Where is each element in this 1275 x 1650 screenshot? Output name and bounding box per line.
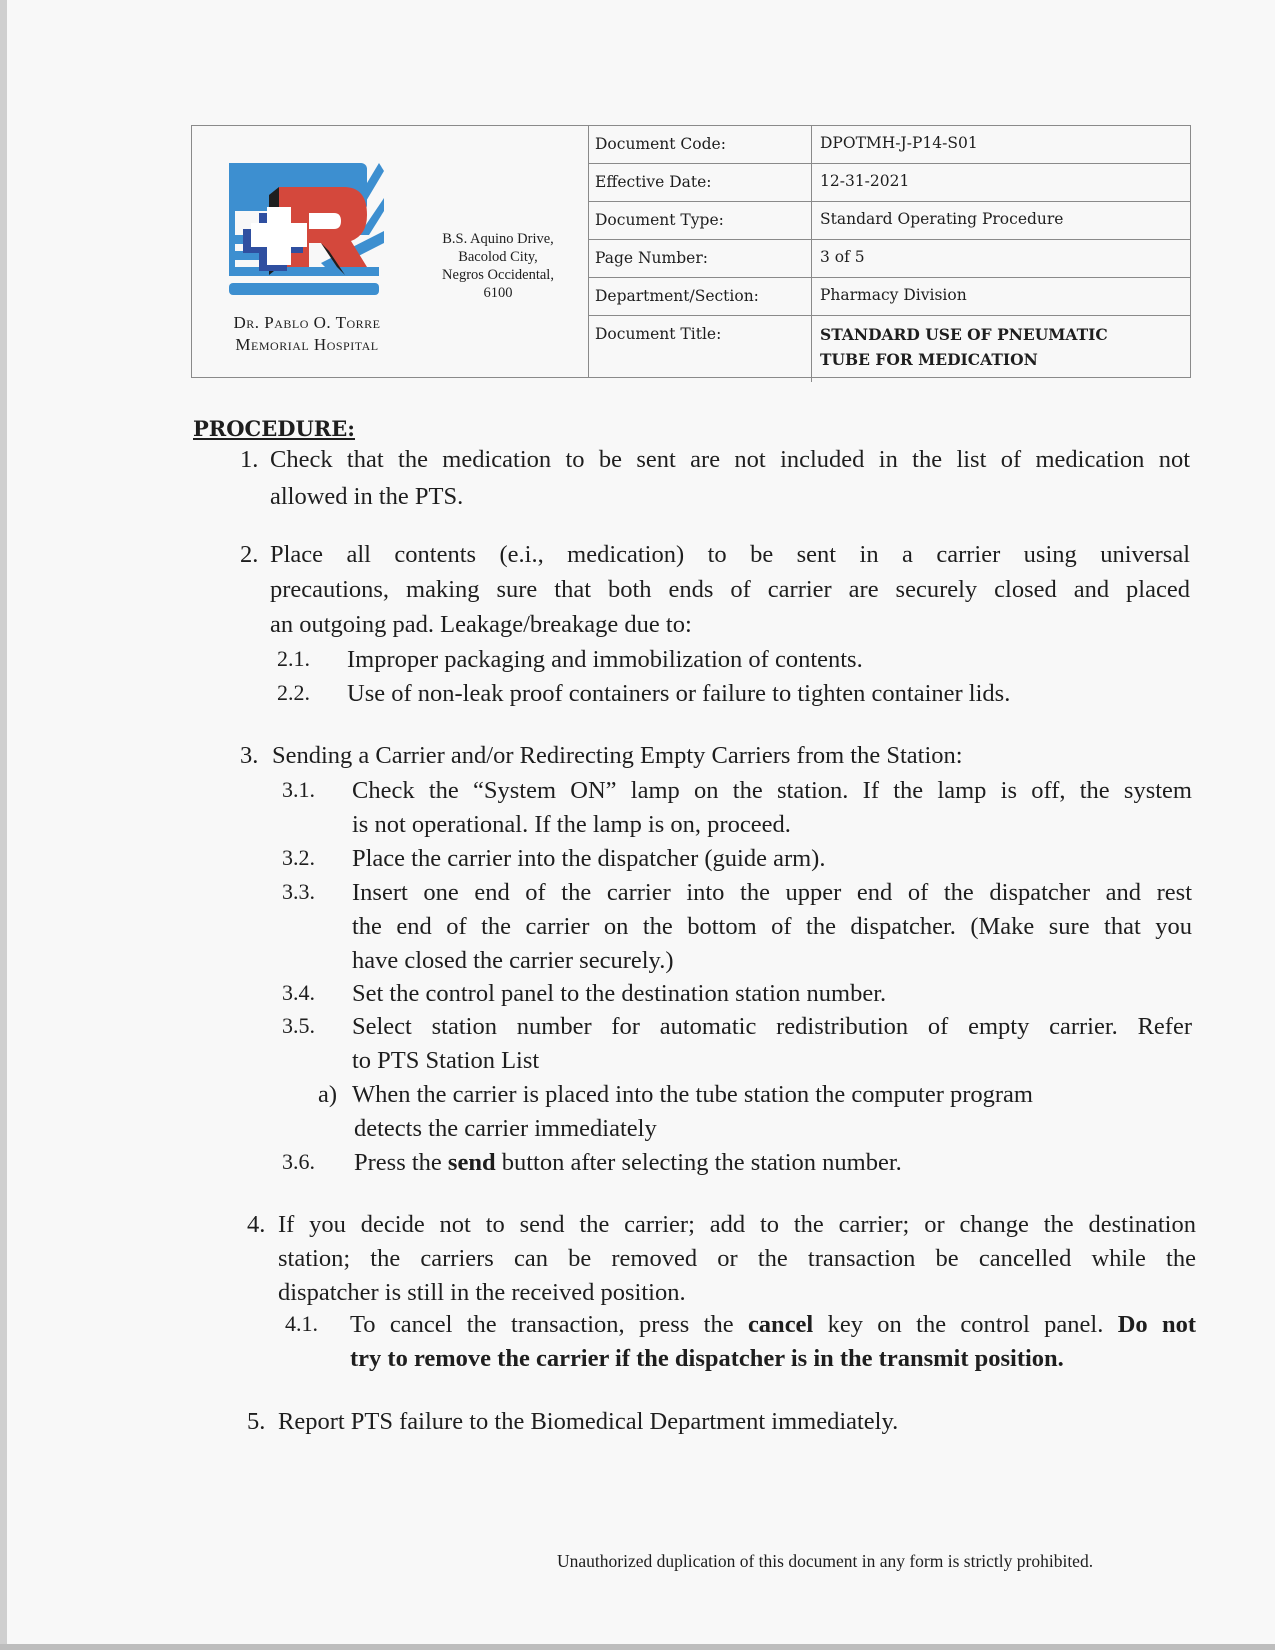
subitem-text-line: have closed the carrier securely.) [352, 947, 674, 974]
hospital-name [192, 312, 422, 356]
item-text-line: precautions, making sure that both ends of carrier are securely closed and placed [270, 576, 1190, 603]
subitem-text-line: Set the control panel to the destination station number. [352, 980, 887, 1007]
subitem-number: 3.6. [282, 1149, 315, 1174]
meta-row-page-number [588, 240, 1190, 278]
meta-value: 3 of 5 [820, 248, 865, 266]
address-line: 6100 [483, 285, 513, 301]
hospital-address [410, 230, 586, 302]
meta-label: Effective Date: [588, 164, 812, 201]
subitem-text-line: Select station number for automatic redistribution of empty carrier. Refer [352, 1013, 1192, 1040]
subitem-letter: a) [318, 1081, 338, 1108]
meta-label: Document Code: [588, 126, 812, 163]
meta-value: 12-31-2021 [820, 172, 910, 190]
meta-label: Document Type: [588, 202, 812, 239]
subitem-text-line: Place the carrier into the dispatcher (guide arm). [352, 845, 826, 872]
item-number: 4. [247, 1211, 266, 1238]
subitem-text-line: is not operational. If the lamp is on, proceed. [352, 811, 791, 838]
item-number: 1. [240, 446, 259, 473]
address-line: Bacolod City, [458, 249, 538, 265]
item-number: 5. [247, 1408, 266, 1435]
subitem-text-line: Insert one end of the carrier into the upper end of the dispatcher and rest [352, 879, 1192, 906]
subitem-number: 4.1. [285, 1311, 318, 1336]
item-number: 2. [240, 541, 259, 568]
item-text-line: an outgoing pad. Leakage/breakage due to: [270, 611, 692, 638]
subitem-text-line: to PTS Station List [352, 1047, 540, 1074]
title-line-2: TUBE FOR MEDICATION [820, 350, 1038, 369]
text-run: To cancel the transaction, press the [350, 1311, 748, 1338]
hospital-identity-cell [192, 126, 589, 377]
subitem-number: 3.1. [282, 777, 315, 802]
item-text-line: allowed in the PTS. [270, 483, 464, 510]
emphasis-cancel: cancel [747, 1311, 814, 1338]
meta-value: Pharmacy Division [820, 286, 967, 304]
document-meta [588, 126, 1190, 382]
meta-value: DPOTMH-J-P14-S01 [820, 134, 978, 152]
item-text-line: If you decide not to send the carrier; add to the carrier; or change the destination [278, 1211, 1196, 1238]
subitem-number: 3.3. [282, 879, 315, 904]
meta-row-document-code [588, 126, 1190, 164]
scan-edge [0, 0, 7, 1650]
item-text-line: Place all contents (e.i., medication) to be sent in a carrier using universal [270, 541, 1190, 568]
meta-row-department [588, 278, 1190, 316]
address-line: B.S. Aquino Drive, [442, 231, 554, 247]
meta-value: Standard Operating Procedure [820, 210, 1064, 228]
hospital-name-line-1: Dr. Pablo O. Torre [233, 313, 381, 332]
title-line-1: STANDARD USE OF PNEUMATIC [820, 325, 1108, 344]
meta-label: Department/Section: [588, 278, 812, 315]
subitem-number: 2.1. [277, 646, 310, 671]
item-text-line: Report PTS failure to the Biomedical Department immediately. [278, 1408, 899, 1435]
subitem-number: 2.2. [277, 680, 310, 705]
item-number: 3. [240, 742, 259, 769]
document-header-table [191, 125, 1191, 378]
subitem-text-line: detects the carrier immediately [354, 1115, 657, 1142]
emphasis-warning: Do not [1117, 1311, 1197, 1338]
item-text-line: dispatcher is still in the received position. [278, 1279, 686, 1306]
item-text-line: Sending a Carrier and/or Redirecting Empty Carriers from the Station: [272, 742, 963, 769]
subitem-text-line: When the carrier is placed into the tube station the computer program [352, 1081, 1033, 1108]
meta-row-effective-date [588, 164, 1190, 202]
subitem-number: 3.2. [282, 845, 315, 870]
emphasis-send: send [447, 1149, 496, 1176]
subitem-text-line [354, 1149, 902, 1177]
subitem-text-line: Use of non-leak proof containers or failure to tighten container lids. [347, 680, 1011, 707]
address-line: Negros Occidental, [442, 267, 554, 283]
footer-disclaimer: Unauthorized duplication of this document in any form is strictly prohibited. [557, 1551, 1094, 1571]
subitem-warning-line: try to remove the carrier if the dispatcher is in the transmit position. [350, 1345, 1064, 1372]
subitem-number: 3.4. [282, 980, 315, 1005]
text-run: key on the control panel. [813, 1311, 1118, 1338]
subitem-text-line: the end of the carrier on the bottom of the dispatcher. (Make sure that you [352, 913, 1192, 940]
meta-row-document-title [588, 316, 1190, 382]
subitem-text-line: Check the “System ON” lamp on the station. If the lamp is off, the system [352, 777, 1192, 804]
subitem-text-line [350, 1311, 1196, 1339]
subitem-number: 3.5. [282, 1013, 315, 1038]
meta-row-document-type [588, 202, 1190, 240]
text-run: Press the [354, 1149, 448, 1176]
item-text-line: Check that the medication to be sent are not included in the list of medication not [270, 446, 1190, 473]
scan-edge [0, 1644, 1275, 1650]
text-run: button after selecting the station number. [495, 1149, 902, 1176]
meta-value-title [820, 322, 1108, 372]
meta-label: Page Number: [588, 240, 812, 277]
hospital-logo-icon [229, 163, 384, 298]
hospital-name-line-2: Memorial Hospital [235, 335, 379, 354]
item-text-line: station; the carriers can be removed or the transaction be cancelled while the [278, 1245, 1196, 1272]
subitem-text-line: Improper packaging and immobilization of contents. [347, 646, 863, 673]
procedure-heading: PROCEDURE: [193, 416, 355, 441]
meta-label: Document Title: [588, 316, 812, 382]
